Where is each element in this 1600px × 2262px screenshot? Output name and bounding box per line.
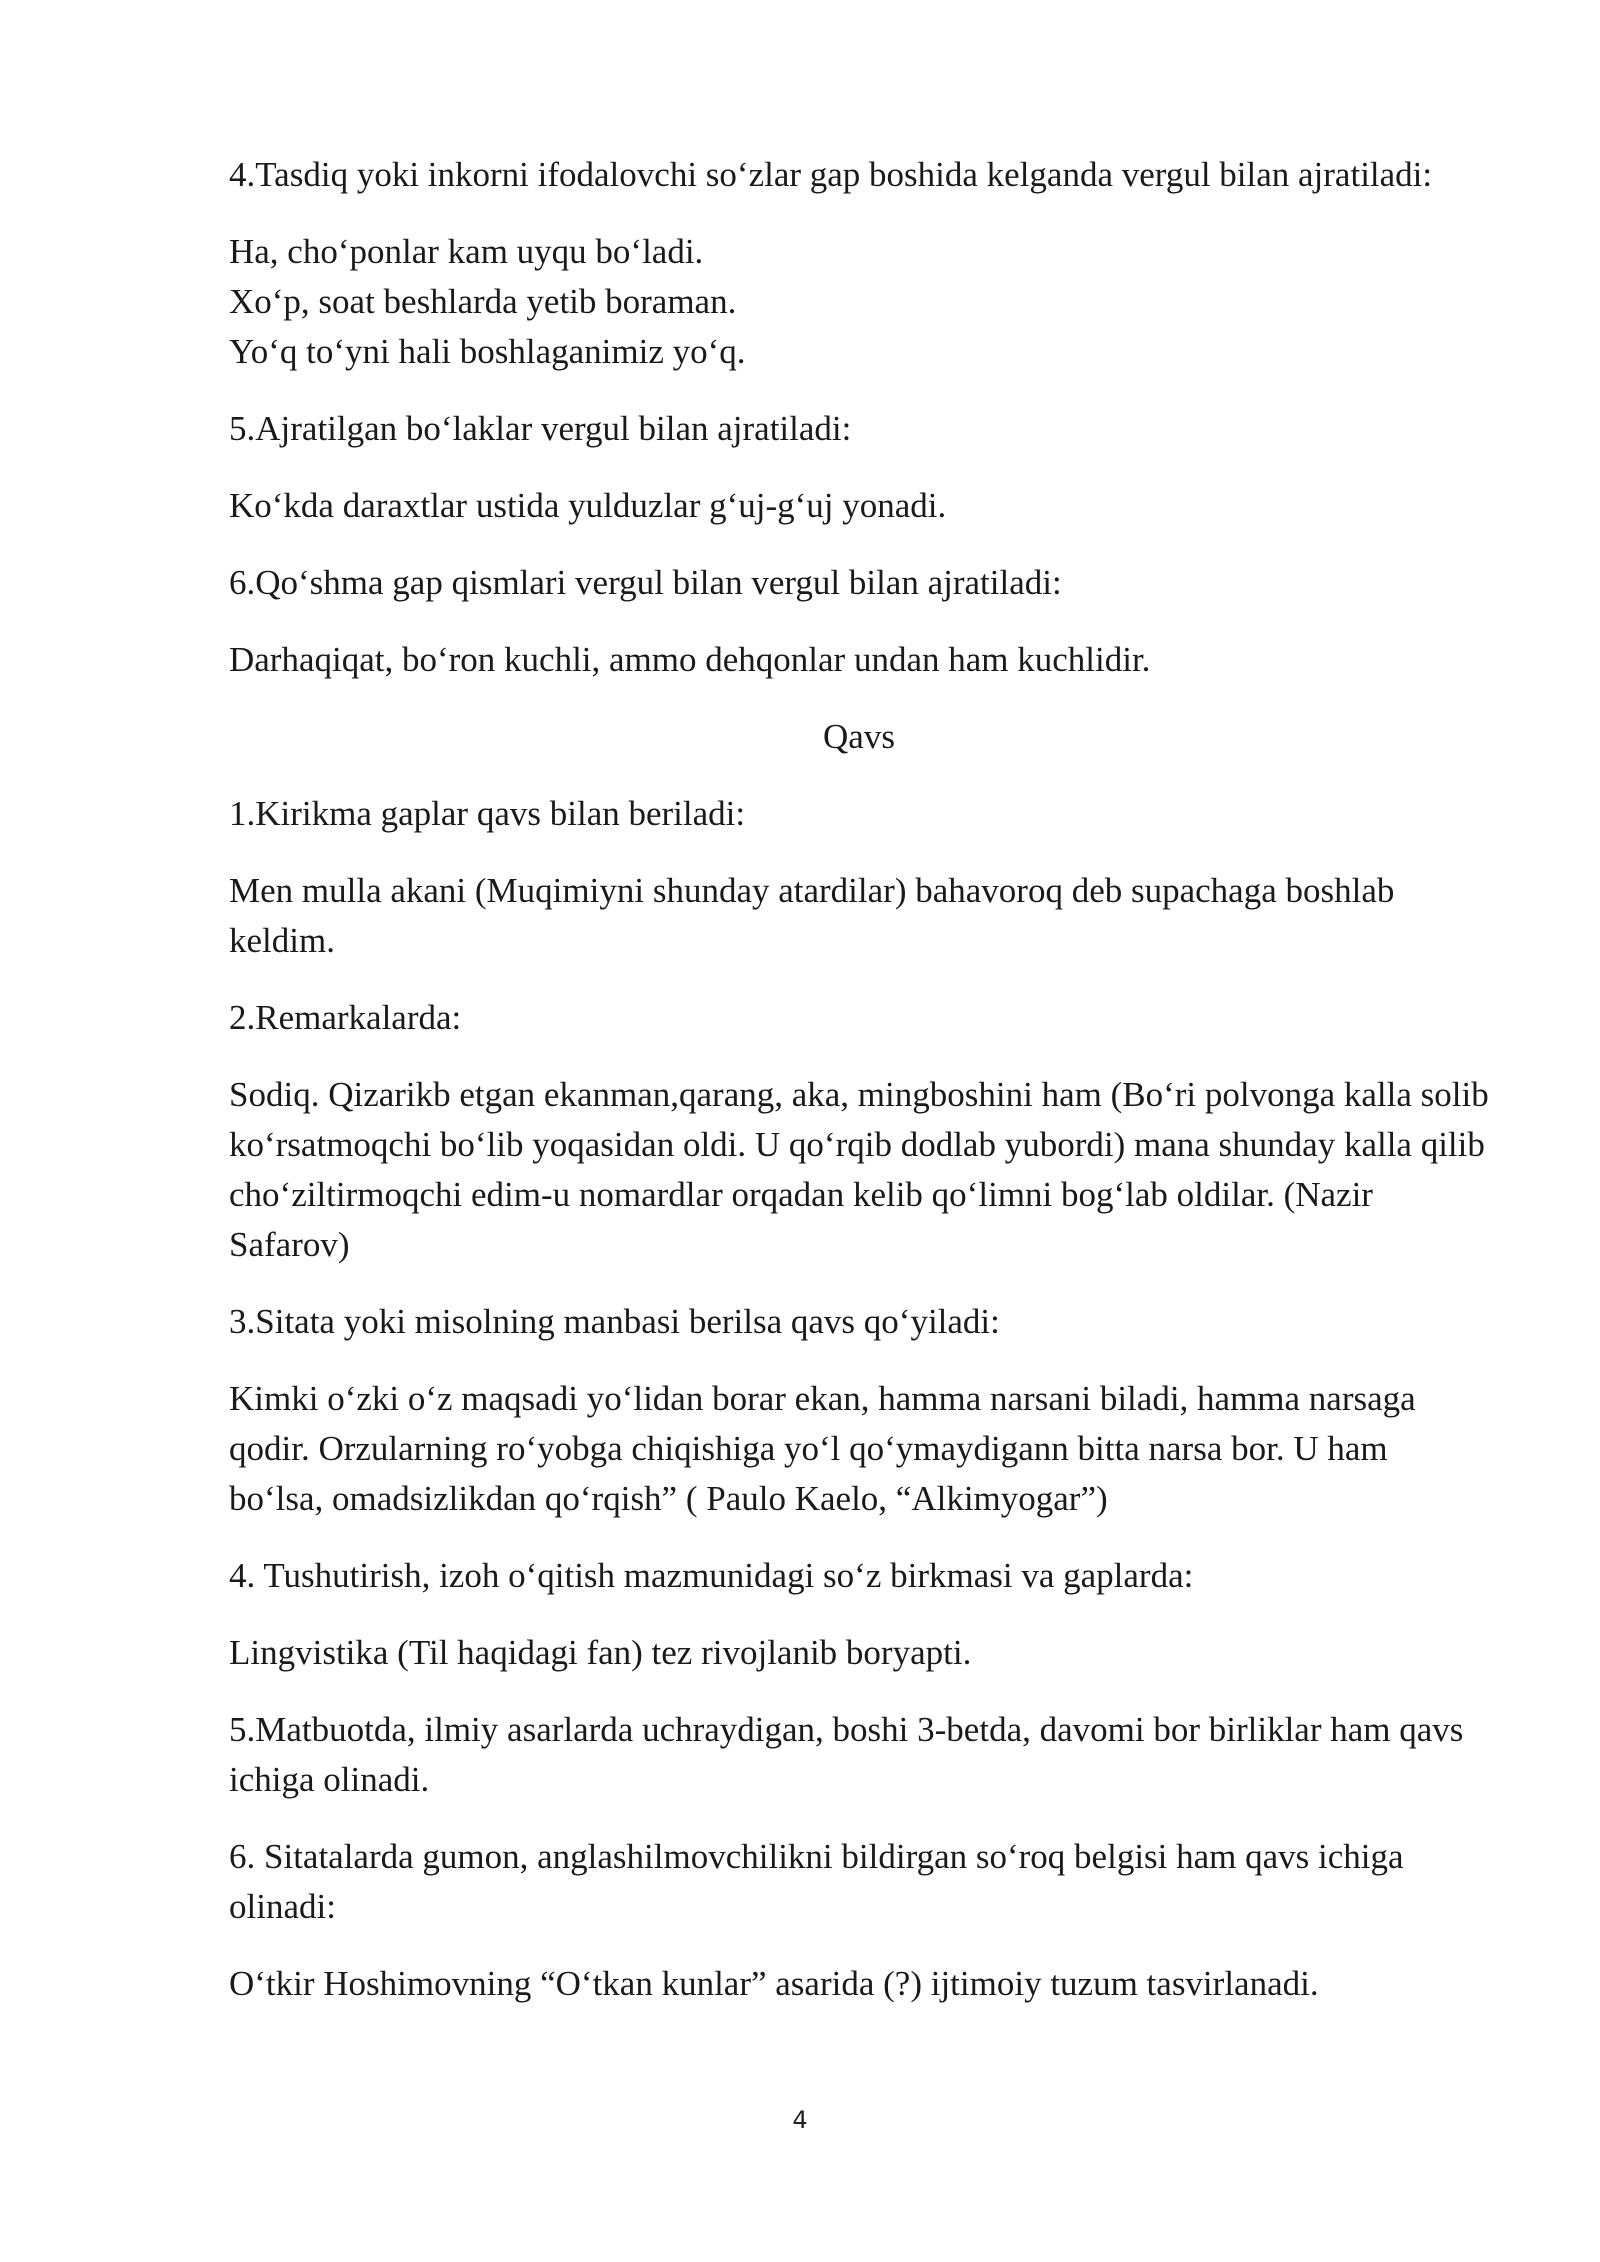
qavs-rule-5: 5.Matbuotda, ilmiy asarlarda uchraydigan, boshi 3-betda, davomi bor birliklar ham qavs ichiga olinadi.	[229, 1710, 1464, 1799]
example-6: Darhaqiqat, bo‘ron kuchli, ammo dehqonlar undan ham kuchlidir.	[229, 640, 1151, 679]
qavs-example-6: O‘tkir Hoshimovning “O‘tkan kunlar” asarida (?) ijtimoiy tuzum tasvirlanadi.	[229, 1964, 1319, 2003]
qavs-rule-6: 6. Sitatalarda gumon, anglashilmovchilikni bildirgan so‘roq belgisi ham qavs ichiga olinadi:	[229, 1837, 1404, 1926]
rule-6-qoshma: 6.Qo‘shma gap qismlari vergul bilan vergul bilan ajratiladi:	[229, 563, 1062, 602]
example-5: Ko‘kda daraxtlar ustida yulduzlar g‘uj-g‘uj yonadi.	[229, 486, 947, 525]
qavs-example-1: Men mulla akani (Muqimiyni shunday atardilar) bahavoroq deb supachaga boshlab keldim.	[229, 871, 1395, 960]
heading-qavs: Qavs	[823, 717, 895, 756]
qavs-rule-2: 2.Remarkalarda:	[229, 998, 462, 1037]
example-4	[229, 227, 1489, 377]
qavs-example-4: Lingvistika (Til haqidagi fan) tez rivojlanib boryapti.	[229, 1633, 972, 1672]
rule-5-ajratilgan: 5.Ajratilgan bo‘laklar vergul bilan ajratiladi:	[229, 409, 852, 448]
rule-4-tasdiq: 4.Tasdiq yoki inkorni ifodalovchi so‘zlar gap boshida kelganda vergul bilan ajratiladi:	[229, 155, 1433, 194]
example-line: Xo‘p, soat beshlarda yetib boraman.	[229, 282, 737, 321]
example-line: Ha, cho‘ponlar kam uyqu bo‘ladi.	[229, 232, 704, 271]
qavs-example-3: Kimki o‘zki o‘z maqsadi yo‘lidan borar ekan, hamma narsani biladi, hamma narsaga qodir. Orzularning ro‘yobga chiqishiga yo‘l qo‘ymaydigann bitta narsa bor. U ham bo‘lsa, omadsizlikdan qo‘rqish” ( Paulo Kaelo, “Alkimyogar”)	[229, 1379, 1416, 1518]
qavs-rule-3: 3.Sitata yoki misolning manbasi berilsa qavs qo‘yiladi:	[229, 1302, 1000, 1341]
qavs-rule-1: 1.Kirikma gaplar qavs bilan beriladi:	[229, 794, 746, 833]
page-number: 4	[792, 2106, 808, 2134]
qavs-example-2: Sodiq. Qizarikb etgan ekanman,qarang, aka, mingboshini ham (Bo‘ri polvonga kalla solib ko‘rsatmoqchi bo‘lib yoqasidan oldi. U qo‘rqib dodlab yubordi) mana shunday kalla qilib cho‘ziltirmoqchi edim-u nomardlar orqadan kelib qo‘limni bog‘lab oldilar. (Nazir Safarov)	[229, 1075, 1489, 1264]
qavs-rule-4: 4. Tushutirish, izoh o‘qitish mazmunidagi so‘z birkmasi va gaplarda:	[229, 1556, 1194, 1595]
document-page	[229, 150, 1489, 2036]
example-line: Yo‘q to‘yni hali boshlaganimiz yo‘q.	[229, 332, 746, 371]
